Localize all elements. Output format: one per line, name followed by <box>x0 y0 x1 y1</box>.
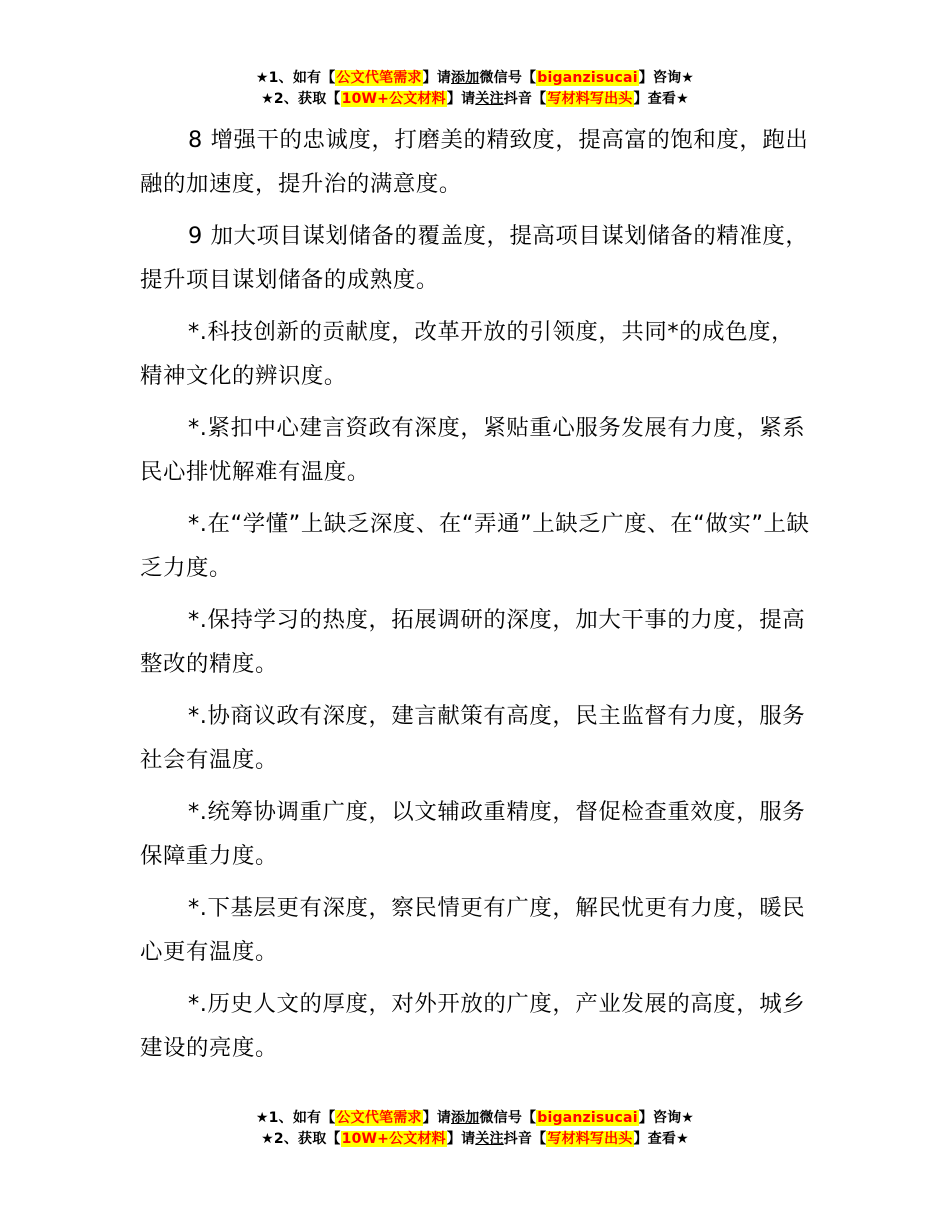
banner-text: 】查看★ <box>633 91 689 107</box>
banner-line-1 <box>0 1108 950 1129</box>
paragraph: *.紧扣中心建言资政有深度，紧贴重心服务发展有力度，紧系民心排忧解难有温度。 <box>140 415 806 485</box>
banner-text: ★2、获取【 <box>261 91 341 107</box>
paragraph: *.统筹协调重广度，以文辅政重精度，督促检查重效度，服务保障重力度。 <box>140 799 806 869</box>
banner-emphasis: 添加 <box>451 1110 480 1126</box>
banner-emphasis: 添加 <box>451 70 480 86</box>
banner-line-2 <box>0 89 950 110</box>
banner-text: 微信号【 <box>479 1110 537 1126</box>
document-body <box>140 118 812 1078</box>
banner-text: 微信号【 <box>479 70 537 86</box>
banner-line-2 <box>0 1129 950 1150</box>
banner-highlight-service: 公文代笔需求 <box>336 1110 422 1126</box>
banner-text: ★2、获取【 <box>261 1131 341 1147</box>
paragraph: *.保持学习的热度，拓展调研的深度，加大干事的力度，提高整改的精度。 <box>140 607 806 677</box>
paragraph: *.下基层更有深度，察民情更有广度，解民忧更有力度，暖民心更有温度。 <box>140 895 806 965</box>
banner-emphasis: 关注 <box>475 1131 504 1147</box>
banner-highlight-douyin: 写材料写出头 <box>547 1131 633 1147</box>
banner-text: 抖音【 <box>503 91 547 107</box>
banner-text: ★1、如有【 <box>255 70 336 86</box>
banner-text: 】请 <box>422 1110 452 1126</box>
banner-text: 】咨询★ <box>638 1110 695 1126</box>
banner-text: 抖音【 <box>503 1131 547 1147</box>
banner-text: 】请 <box>446 91 476 107</box>
paragraph: *.历史人文的厚度，对外开放的广度，产业发展的高度，城乡建设的亮度。 <box>140 991 806 1061</box>
paragraph: *.科技创新的贡献度，改革开放的引领度，共同*的成色度，精神文化的辨识度。 <box>140 319 795 389</box>
header-banner <box>0 68 950 110</box>
paragraph: *.协商议政有深度，建言献策有高度，民主监督有力度，服务社会有温度。 <box>140 703 806 773</box>
banner-highlight-materials: 10W+公文材料 <box>341 91 446 107</box>
banner-text: 】查看★ <box>633 1131 689 1147</box>
banner-highlight-douyin: 写材料写出头 <box>547 91 633 107</box>
banner-highlight-service: 公文代笔需求 <box>336 70 422 86</box>
banner-text: 】请 <box>446 1131 476 1147</box>
banner-line-1 <box>0 68 950 89</box>
banner-highlight-materials: 10W+公文材料 <box>341 1131 446 1147</box>
banner-emphasis: 关注 <box>475 91 504 107</box>
paragraph: *.在“学懂”上缺乏深度、在“弄通”上缺乏广度、在“做实”上缺乏力度。 <box>140 511 810 581</box>
paragraph: 9 加大项目谋划储备的覆盖度，提高项目谋划储备的精准度，提升项目谋划储备的成熟度。 <box>140 223 809 293</box>
paragraph: 8 增强干的忠诚度，打磨美的精致度，提高富的饱和度，跑出融的加速度，提升治的满意度。 <box>140 127 809 197</box>
banner-text: 】咨询★ <box>638 70 695 86</box>
banner-text: 】请 <box>422 70 452 86</box>
banner-text: ★1、如有【 <box>255 1110 336 1126</box>
banner-highlight-wechat: biganzisucai <box>537 1110 638 1126</box>
footer-banner <box>0 1108 950 1150</box>
banner-highlight-wechat: biganzisucai <box>537 70 638 86</box>
